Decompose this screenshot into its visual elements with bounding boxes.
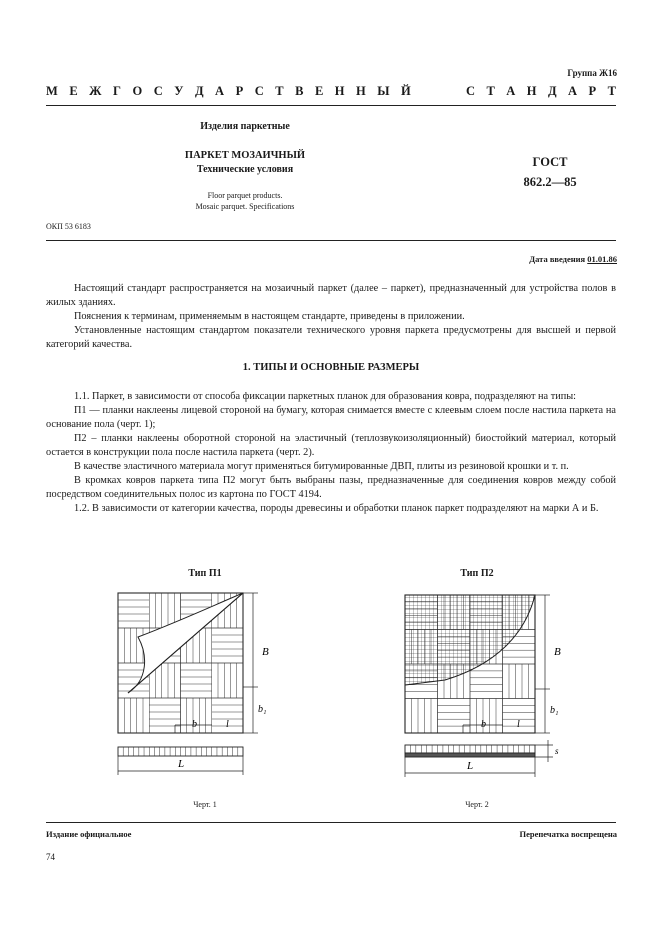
- section-heading: 1. ТИПЫ И ОСНОВНЫЕ РАЗМЕРЫ: [242, 362, 420, 373]
- figure2-title: Тип П2: [460, 568, 494, 579]
- figure2-drawing: [385, 585, 585, 785]
- intro-date-value: 01.01.86: [587, 254, 617, 264]
- section-paragraph: В кромках ковров паркета типа П2 могут быть выбраны пазы, предназначенные для соединения ковров между собой посредством соединительных полос из картона по ГОСТ 4194.: [46, 475, 616, 500]
- banner-letter: Ж: [89, 84, 102, 98]
- section-paragraph: П1 — планки наклеены лицевой стороной на бумагу, которая снимается вместе с клеевым слоем после настила паркета на основание пола (черт. 1);: [46, 405, 616, 430]
- section-paragraph: В качестве эластичного материала могут применяться битумированные ДВП, плиты из резиновой крошки и т. п.: [74, 461, 569, 472]
- section-text: [46, 390, 616, 516]
- banner-word-standard: [466, 84, 616, 99]
- dim-L-label: L: [178, 758, 185, 770]
- banner-letter: С: [466, 84, 476, 98]
- intro-date: [529, 254, 617, 264]
- intro-paragraph: Установленные настоящим стандартом показатели технического уровня паркета предусмотрены для высшей и первой категорий качества.: [46, 325, 616, 350]
- page-number: 74: [46, 852, 55, 862]
- english-title-line2: Mosaic parquet. Specifications: [195, 202, 295, 211]
- intro-date-label: Дата введения: [529, 254, 586, 264]
- dim-B-label: B: [262, 646, 269, 658]
- banner-letter: Н: [356, 84, 366, 98]
- edition-note: Издание официальное: [46, 829, 132, 839]
- banner-letter: Н: [334, 84, 345, 98]
- section-paragraph: 1.2. В зависимости от категории качества, породы древесины и обработки планок паркет подразделяют на марки А и Б.: [74, 503, 599, 514]
- banner-letter: Е: [314, 84, 324, 98]
- standard-banner: [46, 84, 616, 99]
- banner-letter: Т: [607, 84, 616, 98]
- figure1-title: Тип П1: [188, 568, 222, 579]
- banner-letter: А: [215, 84, 225, 98]
- intro-paragraph: Настоящий стандарт распространяется на мозаичный паркет (далее – паркет), предназначенный для устройства полов в жилых зданиях.: [46, 283, 616, 308]
- group-code: Группа Ж16: [567, 68, 617, 78]
- figure1-caption: Черт. 1: [193, 800, 217, 809]
- dim-l-label: l: [517, 719, 520, 730]
- dim-s-label: s: [555, 746, 559, 756]
- banner-letter: О: [132, 84, 143, 98]
- banner-letter: Е: [69, 84, 78, 98]
- banner-letter: С: [153, 84, 163, 98]
- banner-letter: Р: [588, 84, 597, 98]
- section-paragraph: 1.1. Паркет, в зависимости от способа фиксации паркетных планок для образования ковра, подразделяют на типы:: [74, 391, 576, 402]
- gost-number: 862.2—85: [523, 175, 577, 189]
- document-title: ПАРКЕТ МОЗАИЧНЫЙ: [184, 150, 306, 161]
- banner-letter: Г: [113, 84, 121, 98]
- section-paragraph: П2 – планки наклеены оборотной стороной на эластичный (теплозвукоизоляционный) биостойкий материал, который остается в конструкции пола после настила паркета (черт. 2).: [46, 433, 616, 458]
- banner-letter: В: [295, 84, 304, 98]
- okp-code: ОКП 53 6183: [46, 222, 91, 231]
- dim-L-label: L: [467, 760, 474, 772]
- dim-b1-label: b₁: [258, 704, 267, 715]
- banner-letter: Р: [235, 84, 244, 98]
- banner-letter: Т: [275, 84, 284, 98]
- banner-word-interstate: [46, 84, 411, 99]
- document-subtitle: Технические условия: [196, 164, 294, 175]
- banner-letter: Н: [526, 84, 537, 98]
- product-category: Изделия паркетные: [200, 121, 290, 132]
- dim-B-label: B: [554, 646, 561, 658]
- dim-b-label: b: [481, 719, 486, 730]
- footer-rule: [46, 822, 616, 823]
- figure2-caption: Черт. 2: [465, 800, 489, 809]
- banner-letter: Ы: [377, 84, 390, 98]
- banner-letter: М: [46, 84, 58, 98]
- intro-paragraph: Пояснения к терминам, применяемым в настоящем стандарте, приведены в приложении.: [74, 311, 465, 322]
- banner-letter: У: [174, 84, 184, 98]
- banner-letter: Й: [401, 84, 411, 98]
- dim-b1-label: b₁: [550, 705, 559, 716]
- banner-letter: Д: [547, 84, 557, 98]
- banner-letter: С: [254, 84, 264, 98]
- title-rule: [46, 240, 616, 241]
- dim-b-label: b: [192, 719, 197, 730]
- figure1-drawing: [100, 585, 300, 785]
- gost-label: ГОСТ: [532, 155, 568, 169]
- banner-letter: Т: [486, 84, 495, 98]
- intro-text: [46, 282, 616, 352]
- english-title-line1: Floor parquet products.: [207, 191, 283, 200]
- reprint-note: Перепечатка воспрещена: [519, 829, 617, 839]
- banner-letter: Д: [194, 84, 204, 98]
- dim-l-label: l: [226, 719, 229, 730]
- banner-letter: А: [506, 84, 516, 98]
- banner-letter: А: [568, 84, 578, 98]
- header-rule: [46, 105, 616, 106]
